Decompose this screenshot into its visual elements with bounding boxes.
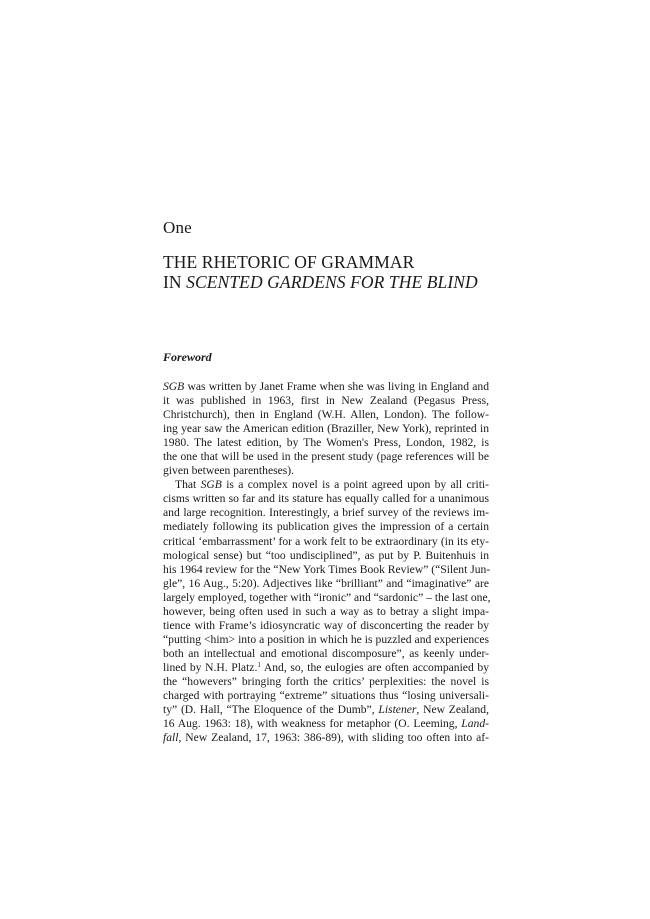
- chapter-title-line-1: THE RHETORIC OF GRAMMAR: [163, 252, 415, 272]
- text-line: Christchurch), then in England (W.H. Allen, London). The follow-: [163, 408, 489, 422]
- text-line: mological sense) but “too undisciplined”, as put by P. Buitenhuis in: [163, 548, 489, 562]
- text-line: SGB was written by Janet Frame when she was living in England and: [163, 380, 489, 393]
- text-line: lined by N.H. Platz.$^1$ And, so, the eulogies are often accompanied by: [163, 660, 489, 674]
- text-line: charged with portraying “extreme” situations thus “losing universali-: [163, 689, 489, 703]
- text-line: 16 Aug. 1963: 18), with weakness for metaphor (O. Leeming, Land-: [163, 717, 489, 731]
- text-line: critical ‘embarrassment’ for a work felt to be extraordinary (in its ety-: [163, 534, 489, 548]
- text-line: “putting <him> into a position in which he is puzzled and experiences: [163, 632, 489, 646]
- text-line: largely employed, together with “ironic” and “sardonic” – the last one,: [163, 590, 491, 604]
- body-text: [163, 380, 489, 745]
- text-line: however, being often used in such a way as to betray a slight impa-: [163, 604, 489, 618]
- text-line: fall, New Zealand, 17, 1963: 386-89), with sliding too often into af-: [163, 731, 489, 745]
- text-line: cisms written so far and its stature has equally called for a unanimous: [163, 492, 489, 506]
- text-line: the one that will be used in the present study (page references will be: [163, 450, 489, 464]
- chapter-title-line-2: IN SCENTED GARDENS FOR THE BLIND: [163, 272, 478, 292]
- text-line: 1980. The latest edition, by The Women's Press, London, 1982, is: [163, 436, 489, 450]
- text-line: and large recognition. Interestingly, a brief survey of the reviews im-: [163, 506, 489, 520]
- section-heading: Foreword: [163, 350, 212, 364]
- text-line: That SGB is a complex novel is a point agreed upon by all criti-: [175, 478, 489, 492]
- text-line: both an intellectual and emotional discomposure”, as keenly under-: [163, 646, 489, 660]
- text-line: gle”, 16 Aug., 5:20). Adjectives like “brilliant” and “imaginative” are: [163, 576, 489, 590]
- text-line: ing year saw the American edition (Braziller, New York), reprinted in: [163, 422, 489, 436]
- text-line: tience with Frame’s idiosyncratic way of disconcerting the reader by: [163, 618, 489, 632]
- text-line: mediately following its publication gives the impression of a certain: [163, 520, 489, 534]
- text-line: ty” (D. Hall, “The Eloquence of the Dumb”, Listener, New Zealand,: [163, 703, 489, 717]
- text-line: the “howevers” bringing forth the critics’ perplexities: the novel is: [163, 674, 489, 688]
- text-line: it was published in 1963, first in New Zealand (Pegasus Press,: [163, 394, 489, 408]
- text-line: given between parentheses).: [163, 464, 295, 478]
- text-line: his 1964 review for the “New York Times Book Review” (“Silent Jun-: [163, 562, 491, 576]
- chapter-title: [163, 252, 503, 292]
- chapter-number: One: [163, 218, 192, 237]
